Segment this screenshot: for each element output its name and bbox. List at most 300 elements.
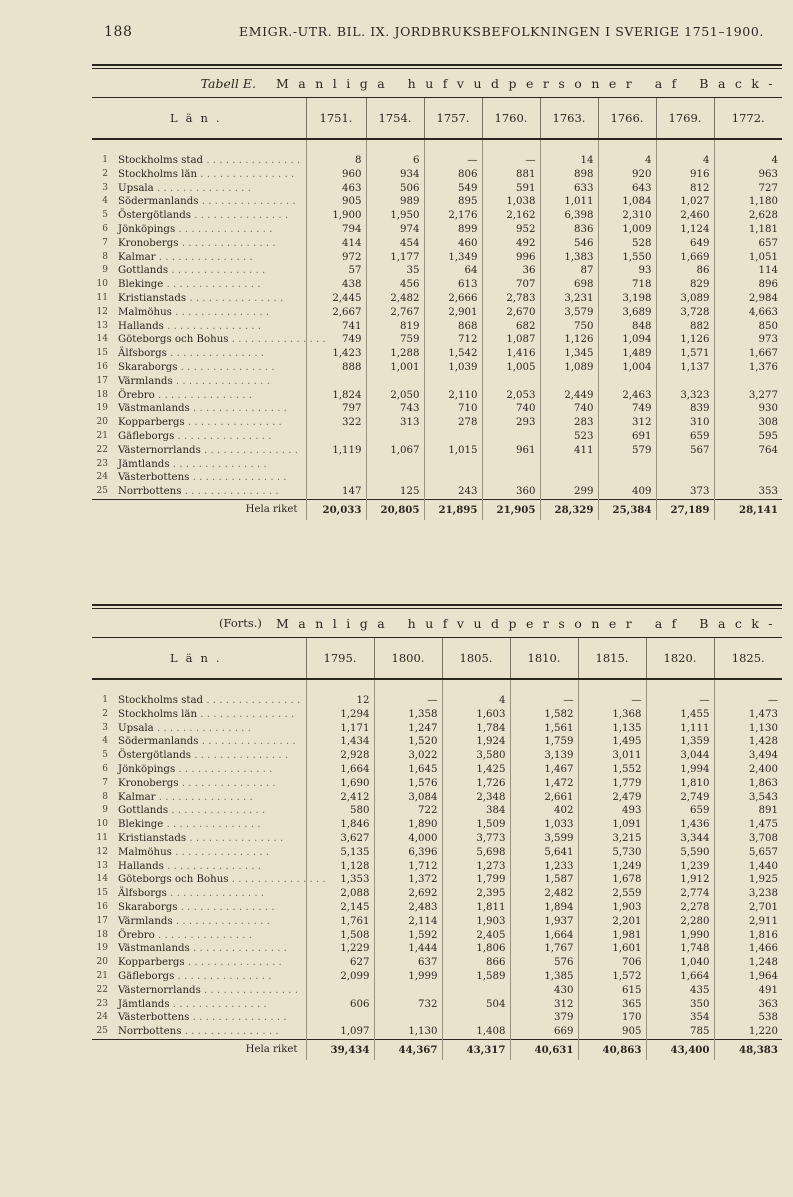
column-header: 1772. [714,98,782,140]
value-cell: 278 [424,416,482,430]
leader-dots: . . . . . . . . . . . . . . . [155,251,253,263]
value-cell: 1,376 [714,361,782,375]
column-header: 1815. [578,638,646,680]
county-name [114,471,306,485]
value-cell: 1,664 [510,929,578,943]
value-cell: 506 [366,182,424,196]
value-cell: 806 [424,168,482,182]
leader-dots: . . . . . . . . . . . . . . . [228,334,326,346]
value-cell: 1,353 [306,873,374,887]
county-name [114,1011,306,1025]
row-number: 13 [96,860,108,871]
value-cell: 93 [598,264,656,278]
total-cell: 20,805 [366,499,424,520]
column-header: 1800. [374,638,442,680]
value-cell: 528 [598,237,656,251]
value-cell: 888 [306,361,366,375]
value-cell [306,471,366,485]
county-label: Kronobergs [118,237,179,249]
column-header: 1763. [540,98,598,140]
table-row [92,139,782,168]
county-label: Gäfleborgs [118,430,175,442]
leader-dots: . . . . . . . . . . . . . . . [163,279,261,291]
county-name [114,320,306,334]
value-cell: 2,559 [578,887,646,901]
table-row [92,873,782,887]
value-cell: 1,561 [510,722,578,736]
county-label: Kopparbergs [118,957,185,969]
leader-dots: . . . . . . . . . . . . . . . [169,998,267,1010]
value-cell: 414 [306,237,366,251]
row-number: 14 [96,874,108,885]
county-name [114,984,306,998]
value-cell: 523 [540,430,598,444]
county-name [114,278,306,292]
header-row [92,638,782,680]
value-cell: 114 [714,264,782,278]
table-row [92,195,782,209]
value-cell: 3,323 [656,389,714,403]
value-cell: 797 [306,402,366,416]
table-row [92,860,782,874]
row-number: 8 [102,251,108,262]
table-row [92,251,782,265]
leader-dots: . . . . . . . . . . . . . . . [163,320,262,332]
value-cell: 2,984 [714,292,782,306]
row-number: 12 [96,846,108,857]
value-cell: 1,667 [714,347,782,361]
value-cell: 2,667 [306,306,366,320]
value-cell: 2,701 [714,901,782,915]
table-row [92,915,782,929]
county-label: Östergötlands [118,750,191,762]
table-row [92,791,782,805]
row-number: 5 [102,750,108,761]
value-cell: 707 [482,278,540,292]
value-cell: 1,372 [374,873,442,887]
value-cell [424,430,482,444]
row-number: 3 [102,722,108,733]
value-cell: 896 [714,278,782,292]
total-cell: 43,400 [646,1039,714,1060]
value-cell: 1,383 [540,251,598,265]
value-cell [714,471,782,485]
value-cell: 5,730 [578,846,646,860]
value-cell: 934 [366,168,424,182]
table-row [92,749,782,763]
table-row [92,1025,782,1039]
table-row [92,735,782,749]
value-cell: 1,423 [306,347,366,361]
row-number: 9 [102,265,108,276]
leader-dots: . . . . . . . . . . . . . . . [168,805,266,817]
value-cell: 794 [306,223,366,237]
row-number: 23 [96,458,108,469]
table-row [92,168,782,182]
value-cell: 430 [510,984,578,998]
value-cell: 1,385 [510,970,578,984]
value-cell: 1,067 [366,444,424,458]
value-cell: — [578,679,646,708]
value-cell: 1,690 [306,777,374,791]
value-cell: 759 [366,333,424,347]
leader-dots: . . . . . . . . . . . . . . . [200,444,298,456]
county-name [114,306,306,320]
table-row [92,708,782,722]
value-cell: 2,280 [646,915,714,929]
value-cell: 836 [540,223,598,237]
leader-dots: . . . . . . . . . . . . . . . [166,348,265,360]
value-cell: 1,368 [578,708,646,722]
leader-dots: . . . . . . . . . . . . . . . [153,182,251,194]
value-cell: 2,666 [424,292,482,306]
value-cell: 973 [714,333,782,347]
county-label: Hallands [118,320,164,332]
table-e-part1 [92,64,782,520]
value-cell: 633 [540,182,598,196]
county-label: Jönköpings [118,223,176,235]
value-cell: 750 [540,320,598,334]
leader-dots: . . . . . . . . . . . . . . . [171,846,270,858]
total-cell: 44,367 [374,1039,442,1060]
value-cell: 613 [424,278,482,292]
value-cell: 3,277 [714,389,782,403]
value-cell: 682 [482,320,540,334]
value-cell: 1,288 [366,347,424,361]
table-row [92,846,782,860]
county-name [114,929,306,943]
county-name [114,347,306,361]
value-cell: 615 [578,984,646,998]
value-cell: 1,137 [656,361,714,375]
value-cell: 749 [306,333,366,347]
value-cell: 1,004 [598,361,656,375]
leader-dots: . . . . . . . . . . . . . . . [171,306,270,318]
table-row [92,237,782,251]
table-row [92,777,782,791]
leader-dots: . . . . . . . . . . . . . . . [174,430,272,442]
table-row [92,471,782,485]
table-row [92,264,782,278]
total-cell: 25,384 [598,499,656,520]
value-cell: 1,799 [442,873,510,887]
value-cell: 3,543 [714,791,782,805]
value-cell: 1,495 [578,735,646,749]
value-cell: 1,084 [598,195,656,209]
county-label: Örebro [118,929,155,941]
value-cell: 1,924 [442,735,510,749]
leader-dots: . . . . . . . . . . . . . . . [203,155,301,166]
value-cell: 576 [510,956,578,970]
value-cell: 1,039 [424,361,482,375]
county-name [114,708,306,722]
value-cell: 1,229 [306,942,374,956]
value-cell: 1,181 [714,223,782,237]
value-cell: 3,089 [656,292,714,306]
value-cell: 3,599 [510,832,578,846]
value-cell: 1,455 [646,708,714,722]
value-cell: 722 [374,804,442,818]
leader-dots: . . . . . . . . . . . . . . . [175,223,273,235]
row-number: 20 [96,417,108,428]
value-cell: 1,038 [482,195,540,209]
row-number: 18 [96,389,108,400]
value-cell [442,984,510,998]
value-cell: 1,130 [374,1025,442,1039]
value-cell: 2,901 [424,306,482,320]
value-cell: 1,810 [646,777,714,791]
table-row [92,832,782,846]
value-cell: 504 [442,998,510,1012]
row-number: 3 [102,182,108,193]
value-cell: 2,661 [510,791,578,805]
table-row [92,430,782,444]
value-cell: 36 [482,264,540,278]
value-cell [306,1011,374,1025]
county-label: Kalmar [118,791,156,803]
county-label: Norrbottens [118,1026,182,1038]
row-number: 25 [96,486,108,497]
value-cell: 2,692 [374,887,442,901]
value-cell: 930 [714,402,782,416]
county-label: Älfsborgs [118,348,167,360]
county-name [114,679,306,708]
value-cell: 2,482 [366,292,424,306]
value-cell: 1,603 [442,708,510,722]
value-cell: 868 [424,320,482,334]
value-cell: 1,015 [424,444,482,458]
value-cell: 1,520 [374,735,442,749]
value-cell: 627 [306,956,374,970]
table-caption [92,69,782,97]
value-cell: 706 [578,956,646,970]
column-header: Län. [92,98,306,140]
value-cell: 2,449 [540,389,598,403]
value-cell: 5,590 [646,846,714,860]
value-cell: 35 [366,264,424,278]
total-cell: 43,317 [442,1039,510,1060]
value-cell: 1,489 [598,347,656,361]
header-row [92,98,782,140]
row-number: 18 [96,929,108,940]
county-label: Upsala [118,182,154,194]
table-row [92,887,782,901]
value-cell: 960 [306,168,366,182]
row-number: 17 [96,375,108,386]
county-name [114,956,306,970]
value-cell: 5,698 [442,846,510,860]
leader-dots: . . . . . . . . . . . . . . . [181,486,279,498]
leader-dots: . . . . . . . . . . . . . . . [198,196,296,208]
row-number: 19 [96,403,108,414]
value-cell [598,375,656,389]
value-cell: 850 [714,320,782,334]
value-cell: 785 [646,1025,714,1039]
row-number: 12 [96,306,108,317]
value-cell: 2,774 [646,887,714,901]
value-cell: 829 [656,278,714,292]
value-cell: 1,233 [510,860,578,874]
value-cell: 1,712 [374,860,442,874]
value-cell [540,375,598,389]
value-cell [424,471,482,485]
row-number: 6 [102,223,108,234]
value-cell: 718 [598,278,656,292]
value-cell: 460 [424,237,482,251]
row-number: 10 [96,819,108,830]
value-cell: 567 [656,444,714,458]
table-row [92,763,782,777]
value-cell: 5,135 [306,846,374,860]
value-cell: 1,294 [306,708,374,722]
county-label: Malmöhus [118,306,172,318]
value-cell: 4,000 [374,832,442,846]
value-cell: 1,678 [578,873,646,887]
value-cell: 2,201 [578,915,646,929]
value-cell: 1,645 [374,763,442,777]
value-cell [482,458,540,472]
value-cell: 293 [482,416,540,430]
value-cell: 1,220 [714,1025,782,1039]
total-cell: 28,141 [714,499,782,520]
value-cell: 2,348 [442,791,510,805]
row-number: 14 [96,334,108,345]
value-cell: 1,119 [306,444,366,458]
value-cell [714,375,782,389]
value-cell: 2,088 [306,887,374,901]
value-cell: 2,145 [306,901,374,915]
table-row [92,389,782,403]
value-cell: 1,475 [714,818,782,832]
value-cell [540,458,598,472]
value-cell: 3,689 [598,306,656,320]
value-cell: 493 [578,804,646,818]
county-name [114,361,306,375]
value-cell: 1,999 [374,970,442,984]
value-cell: 606 [306,998,374,1012]
value-cell: 312 [598,416,656,430]
total-cell: 27,189 [656,499,714,520]
leader-dots: . . . . . . . . . . . . . . . [189,472,287,484]
value-cell: 5,641 [510,846,578,860]
county-label: Göteborgs och Bohus [118,874,229,886]
value-cell: 1,863 [714,777,782,791]
total-label: Hela riket [92,499,306,520]
value-cell: 963 [714,168,782,182]
table-row [92,1011,782,1025]
value-cell: 1,759 [510,735,578,749]
value-cell: 4 [442,679,510,708]
value-cell: 4,663 [714,306,782,320]
county-label: Stockholms län [118,168,198,180]
row-number: 9 [102,805,108,816]
value-cell: 538 [714,1011,782,1025]
value-cell: 6 [366,139,424,168]
value-cell: 1,508 [306,929,374,943]
value-cell: 1,180 [714,195,782,209]
value-cell: 435 [646,984,714,998]
county-label: Västmanlands [118,943,190,955]
value-cell: 905 [578,1025,646,1039]
row-number: 7 [102,237,108,248]
value-cell: 580 [306,804,374,818]
value-cell: 1,912 [646,873,714,887]
value-cell: 2,110 [424,389,482,403]
county-name [114,846,306,860]
value-cell: 1,509 [442,818,510,832]
table-row [92,818,782,832]
value-cell: 3,011 [578,749,646,763]
county-name [114,292,306,306]
leader-dots: . . . . . . . . . . . . . . . [155,791,253,803]
table-row [92,679,782,708]
county-label: Västerbottens [118,1012,190,1024]
total-row [92,1039,782,1060]
value-cell: — [482,139,540,168]
table-row [92,458,782,472]
county-name [114,818,306,832]
value-cell: 989 [366,195,424,209]
leader-dots: . . . . . . . . . . . . . . . [203,695,301,706]
value-cell: 1,601 [578,942,646,956]
county-label: Kalmar [118,251,156,263]
value-cell: 87 [540,264,598,278]
value-cell: 1,440 [714,860,782,874]
table-row [92,956,782,970]
value-cell [306,375,366,389]
county-label: Göteborgs och Bohus [118,334,229,346]
county-name [114,223,306,237]
value-cell: — [646,679,714,708]
county-name [114,333,326,347]
value-cell: 1,428 [714,735,782,749]
value-cell: 1,589 [442,970,510,984]
value-cell: 2,053 [482,389,540,403]
value-cell: 4 [656,139,714,168]
row-number: 15 [96,888,108,899]
value-cell: 2,483 [374,901,442,915]
value-cell: 2,310 [598,209,656,223]
value-cell: 14 [540,139,598,168]
table-e-part2 [92,604,782,1060]
value-cell: 819 [366,320,424,334]
leader-dots: . . . . . . . . . . . . . . . [181,1026,279,1038]
value-cell: 712 [424,333,482,347]
page-number: 188 [104,24,133,40]
table-row [92,320,782,334]
data-table [92,97,782,520]
value-cell: 57 [306,264,366,278]
value-cell: 350 [646,998,714,1012]
row-number: 1 [102,155,108,165]
total-cell: 28,329 [540,499,598,520]
row-number: 22 [96,444,108,455]
county-name [114,942,306,956]
value-cell: — [374,679,442,708]
table-row [92,998,782,1012]
value-cell: 86 [656,264,714,278]
value-cell: 1,177 [366,251,424,265]
row-number: 24 [96,472,108,483]
leader-dots: . . . . . . . . . . . . . . . [186,292,284,304]
value-cell: 1,111 [646,722,714,736]
value-cell: 1,572 [578,970,646,984]
leader-dots: . . . . . . . . . . . . . . . [172,915,270,927]
value-cell: 743 [366,402,424,416]
table-row [92,901,782,915]
value-cell: 1,130 [714,722,782,736]
county-name [114,887,306,901]
